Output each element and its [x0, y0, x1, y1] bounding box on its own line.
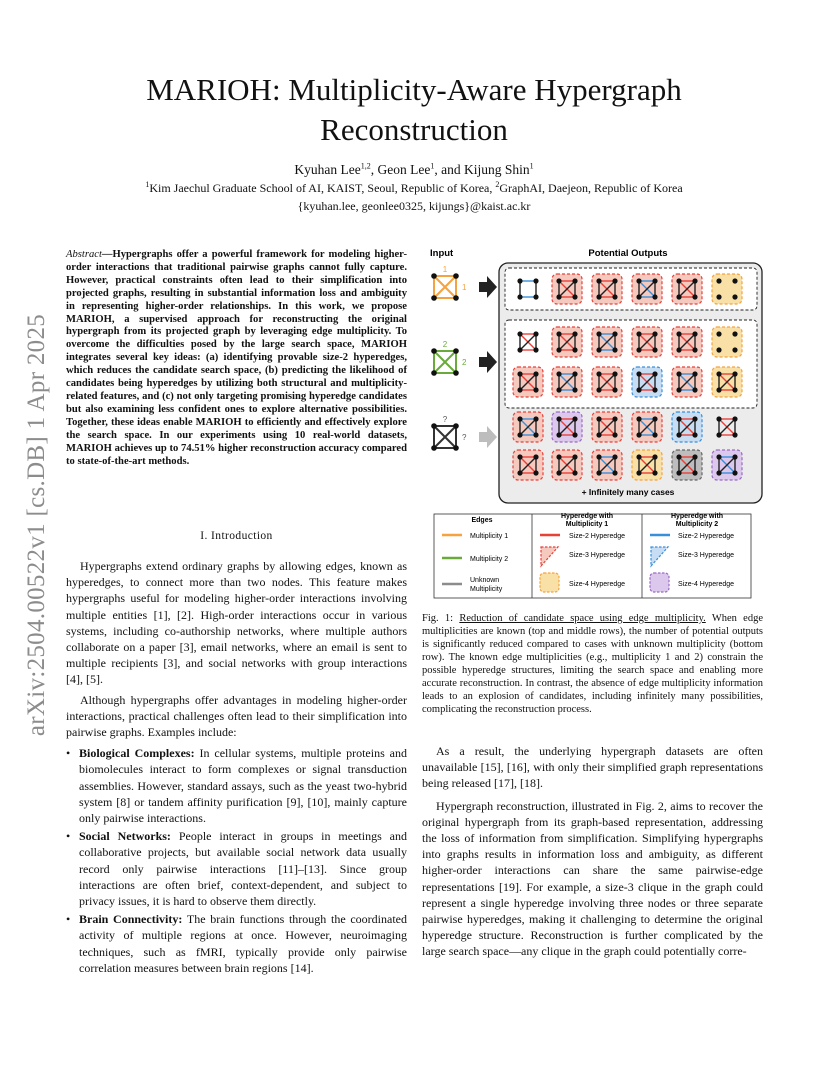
legend-edge-label: Multiplicity 2	[470, 556, 509, 563]
legend-edge-label: Unknown	[470, 577, 500, 584]
author-separator: , and	[434, 162, 464, 177]
body-paragraph: Hypergraph reconstruction, illustrated in Fig. 2, aims to recover the original hypergraph from its graph-based representation, addressing the loss of information from simplification. Simplifying hypergraphs into graphs results in information loss and ambiguity, as different higher-order interactions can share the same pairwise-edge representations [19]. For example, a size-3 clique in the graph could represent a single hyperedge involving three nodes or three separate pairwise hyperedges, making it challenging to determine the original hyperedge structure. Reconstruction is further complicated by the large search space—any clique in the graph could potentially corre-	[422, 798, 763, 959]
legend-size-label: Size-4 Hyperedge	[678, 581, 735, 588]
graph-node	[533, 347, 538, 352]
graph-node	[556, 347, 561, 352]
graph-node	[453, 445, 459, 451]
bullet-head: Social Networks:	[79, 829, 171, 844]
arrow-icon	[479, 351, 497, 373]
output-cell	[712, 274, 742, 304]
graph-node	[517, 470, 522, 475]
legend-size-label: Size-3 Hyperedge	[569, 552, 626, 559]
graph-node	[596, 387, 601, 392]
right-body	[422, 743, 763, 960]
output-cell	[552, 274, 582, 304]
graph-node	[517, 432, 522, 437]
bullet-head: Biological Complexes:	[79, 746, 195, 761]
graph-node	[676, 331, 681, 336]
input-label: Input	[430, 248, 454, 259]
graph-node	[453, 348, 459, 354]
graph-node	[572, 416, 577, 421]
graph-node	[517, 294, 522, 299]
graph-node	[572, 331, 577, 336]
intro-body	[66, 558, 407, 978]
multiplicity-label: 2	[442, 340, 448, 349]
graph-node	[556, 371, 561, 376]
graph-node	[533, 416, 538, 421]
graph-node	[612, 371, 617, 376]
caption-title: Reduction of candidate space using edge multiplicity.	[459, 613, 706, 624]
graph-node	[453, 370, 459, 376]
input-graph-mult1	[431, 265, 467, 301]
legend-purple-size4	[650, 573, 669, 592]
graph-node	[716, 454, 721, 459]
graph-node	[636, 371, 641, 376]
input-graph-unknown	[431, 415, 467, 451]
graph-node	[716, 432, 721, 437]
graph-node	[517, 347, 522, 352]
affil-sup: 1	[145, 180, 150, 189]
output-cell	[632, 367, 662, 397]
graph-node	[612, 387, 617, 392]
graph-node	[533, 470, 538, 475]
graph-node	[453, 295, 459, 301]
graph-node	[716, 387, 721, 392]
graph-node	[732, 331, 737, 336]
output-cell	[552, 327, 582, 357]
graph-node	[612, 470, 617, 475]
legend-size-label: Size-3 Hyperedge	[678, 552, 735, 559]
infinite-cases-label: + Infinitely many cases	[581, 487, 675, 497]
legend-size-label: Size-4 Hyperedge	[569, 581, 626, 588]
abstract-lead: Abstract	[66, 249, 102, 260]
graph-node	[636, 432, 641, 437]
abstract	[66, 249, 407, 468]
graph-node	[636, 470, 641, 475]
legend-h1-title: Multiplicity 1	[565, 521, 609, 528]
bullet-text: The brain functions through the coordinated activity of multiple regions at once. However, neuroimaging techniques, such as fMRI, typically provide only pairwise correlation measures between brain regions [14].	[79, 912, 407, 975]
graph-node	[652, 470, 657, 475]
affil-text: Kim Jaechul Graduate School of AI, KAIST, Seoul, Republic of Korea,	[149, 181, 496, 195]
output-cell	[513, 367, 543, 397]
graph-node	[517, 454, 522, 459]
graph-node	[732, 454, 737, 459]
graph-node	[431, 295, 437, 301]
graph-node	[652, 416, 657, 421]
graph-node	[556, 278, 561, 283]
graph-node	[676, 387, 681, 392]
affiliations	[60, 180, 768, 196]
graph-node	[556, 432, 561, 437]
graph-node	[692, 454, 697, 459]
bullet-text: In cellular systems, multiple proteins and biomolecules interact to form complexes or signal transduction assemblies. However, standard assays, such as the yeast two-hybrid system [8] or tandem affinity purification [9], [10], mainly capture only pairwise interactions.	[79, 746, 408, 826]
graph-node	[596, 347, 601, 352]
graph-node	[652, 432, 657, 437]
caption-label: Fig. 1:	[422, 613, 460, 624]
graph-node	[652, 454, 657, 459]
hyperedge-shape	[712, 327, 742, 357]
graph-node	[556, 294, 561, 299]
multiplicity-label: 1	[462, 283, 467, 292]
graph-node	[676, 416, 681, 421]
bullet-head: Brain Connectivity:	[79, 912, 183, 927]
legend-size-label: Size-2 Hyperedge	[569, 533, 626, 540]
graph-node	[716, 294, 721, 299]
graph-node	[612, 278, 617, 283]
output-cell	[592, 450, 622, 480]
author-name: Kijung Shin	[463, 162, 530, 177]
graph-node	[732, 294, 737, 299]
output-cell	[592, 327, 622, 357]
graph-node	[676, 347, 681, 352]
author-emails: {kyuhan.lee, geonlee0325, kijungs}@kaist.ac.kr	[297, 199, 531, 213]
author-separator: ,	[370, 162, 378, 177]
output-cell	[552, 412, 582, 442]
output-cell	[552, 367, 582, 397]
output-cell	[592, 367, 622, 397]
output-cell	[592, 412, 622, 442]
title-line-1: MARIOH: Multiplicity-Aware Hypergraph	[146, 72, 682, 107]
output-cell	[712, 367, 742, 397]
graph-node	[732, 371, 737, 376]
graph-node	[596, 454, 601, 459]
graph-node	[612, 416, 617, 421]
hyperedge-shape	[712, 274, 742, 304]
output-cell	[712, 327, 742, 357]
graph-node	[572, 294, 577, 299]
graph-node	[676, 470, 681, 475]
graph-node	[533, 294, 538, 299]
graph-node	[716, 347, 721, 352]
author-list	[80, 161, 748, 179]
graph-node	[533, 454, 538, 459]
graph-node	[431, 445, 437, 451]
abstract-text: —Hypergraphs offer a powerful framework for modeling higher-order interactions that traditional pairwise graphs cannot fully capture. However, practical constraints often lead to their simplification into projected graphs, resulting in substantial information loss and ambiguity in representing higher-order relationships. In this work, we propose MARIOH, a supervised approach for reconstructing the original hypergraph from its projected graph by leveraging edge multiplicity. To overcome the difficulties posed by the large search space, MARIOH integrates several key ideas: (a) identifying provable size-2 hyperedges, which reduces the candidate search space, (b) predicting the likelihood of candidates being hyperedges by utilizing both structural and multiplicity-related features, and (c) not only targeting promising hyperedge candidates but also examining less confident ones to explore alternative possibilities. Together, these ideas enable MARIOH to efficiently and effectively explore the search space. In our experiments using 10 real-world datasets, MARIOH achieves up to 74.51% higher reconstruction accuracy compared to state-of-the-art methods.	[66, 249, 407, 467]
author-affil-sup: 1	[529, 161, 534, 171]
section-heading: I. Introduction	[200, 530, 273, 542]
arrow-icon	[479, 426, 497, 448]
graph-node	[431, 273, 437, 279]
graph-node	[652, 294, 657, 299]
graph-node	[431, 423, 437, 429]
graph-node	[692, 470, 697, 475]
output-cell	[632, 412, 662, 442]
output-cell	[592, 274, 622, 304]
graph-node	[716, 371, 721, 376]
list-item	[66, 745, 407, 826]
output-cell	[632, 327, 662, 357]
graph-node	[453, 423, 459, 429]
title-line-2: Reconstruction	[320, 112, 508, 147]
figure-caption	[422, 612, 763, 716]
graph-node	[431, 370, 437, 376]
graph-node	[652, 387, 657, 392]
graph-node	[612, 347, 617, 352]
graph-node	[636, 331, 641, 336]
output-cell	[517, 331, 538, 352]
output-cell	[716, 416, 737, 437]
output-cell	[672, 274, 702, 304]
legend-h1-title: Hyperedge with	[560, 513, 614, 520]
graph-node	[652, 371, 657, 376]
graph-node	[636, 347, 641, 352]
graph-node	[652, 347, 657, 352]
graph-node	[596, 278, 601, 283]
graph-node	[676, 454, 681, 459]
graph-node	[676, 432, 681, 437]
graph-node	[652, 331, 657, 336]
graph-node	[517, 278, 522, 283]
graph-node	[572, 454, 577, 459]
graph-node	[692, 347, 697, 352]
graph-node	[636, 278, 641, 283]
graph-node	[572, 432, 577, 437]
input-graph-mult2	[431, 340, 467, 376]
legend-h2-title: Multiplicity 2	[675, 521, 719, 528]
graph-node	[732, 416, 737, 421]
author-affil-sup: 1,2	[360, 161, 371, 171]
graph-node	[556, 470, 561, 475]
graph-node	[732, 347, 737, 352]
legend-h2-title: Hyperedge with	[670, 513, 724, 520]
affil-sup: 2	[495, 180, 500, 189]
outputs-label: Potential Outputs	[588, 248, 668, 259]
output-cell	[672, 367, 702, 397]
list-item	[66, 911, 407, 976]
graph-node	[533, 331, 538, 336]
graph-node	[732, 432, 737, 437]
graph-node	[596, 331, 601, 336]
figure-1	[422, 244, 765, 600]
graph-node	[636, 454, 641, 459]
examples-list	[66, 745, 407, 976]
graph-node	[716, 470, 721, 475]
graph-node	[732, 278, 737, 283]
graph-node	[533, 432, 538, 437]
graph-node	[612, 294, 617, 299]
graph-node	[533, 371, 538, 376]
graph-node	[692, 278, 697, 283]
graph-node	[676, 278, 681, 283]
graph-node	[572, 347, 577, 352]
graph-node	[636, 387, 641, 392]
graph-node	[692, 371, 697, 376]
output-cell	[513, 450, 543, 480]
graph-node	[692, 416, 697, 421]
graph-node	[572, 387, 577, 392]
multiplicity-label: ?	[442, 415, 448, 424]
graph-node	[612, 454, 617, 459]
graph-node	[517, 371, 522, 376]
figure-legend	[434, 513, 751, 598]
graph-node	[676, 371, 681, 376]
graph-node	[716, 416, 721, 421]
output-cell	[672, 450, 702, 480]
graph-node	[517, 387, 522, 392]
graph-node	[533, 387, 538, 392]
graph-node	[612, 331, 617, 336]
output-cell	[672, 412, 702, 442]
graph-node	[596, 432, 601, 437]
output-cell	[672, 327, 702, 357]
graph-node	[692, 294, 697, 299]
graph-node	[596, 470, 601, 475]
legend-edge-label: Multiplicity	[470, 586, 503, 593]
graph-node	[556, 387, 561, 392]
legend-size-label: Size-2 Hyperedge	[678, 533, 735, 540]
intro-paragraph-2: Although hypergraphs offer advantages in modeling higher-order interactions, practical challenges often lead to their simplification into pairwise graphs. Examples include:	[66, 692, 407, 740]
intro-paragraph-1: Hypergraphs extend ordinary graphs by allowing edges, known as hyperedges, to connect more than two nodes. This feature makes hypergraphs useful for modeling higher-order interactions involving multiple entities [1], [2]. High-order interactions occur in various systems, including co-authorship networks, where multiple authors collaborate on a paper [3], email networks, where an email is sent to multiple recipients [3], and social networks with group interactions [4], [5].	[66, 559, 407, 687]
graph-node	[612, 432, 617, 437]
graph-node	[556, 331, 561, 336]
graph-node	[572, 470, 577, 475]
bullet-text: People interact in groups in meetings and collaborative projects, but available social network data usually record only pairwise interactions [11]–[13]. Since group interactions are often brief, context-dependent, and subject to privacy issues, it is hard to observe them directly.	[79, 829, 407, 909]
output-cell	[632, 274, 662, 304]
output-cell	[513, 412, 543, 442]
graph-node	[676, 294, 681, 299]
multiplicity-label: ?	[462, 433, 467, 442]
graph-node	[732, 470, 737, 475]
affil-text: GraphAI, Daejeon, Republic of Korea	[499, 181, 683, 195]
graph-node	[692, 387, 697, 392]
legend-yellow-size4	[540, 573, 559, 592]
body-paragraph: As a result, the underlying hypergraph datasets are often unavailable [15], [16], with only their simplified graph representations being released [17], [18].	[422, 744, 763, 791]
legend-edges-title: Edges	[471, 517, 493, 524]
graph-node	[692, 432, 697, 437]
graph-node	[453, 273, 459, 279]
caption-text: When edge multiplicities are known (top and middle rows), the number of potential outputs is significantly reduced compared to cases with unknown multiplicity (bottom row). The known edge multiplicities (e.g., multiplicity 1 and 2) constrain the possible hyperedge structures, limiting the search space and enabling more accurate reconstruction. In contrast, the absence of edge multiplicity information leads to an explosion of candidates, including infinitely many possibilities, complicating the reconstruction process.	[422, 613, 764, 715]
graph-node	[533, 278, 538, 283]
graph-node	[517, 331, 522, 336]
author-affil-sup: 1	[430, 161, 435, 171]
output-cell	[552, 450, 582, 480]
graph-node	[596, 416, 601, 421]
graph-node	[692, 331, 697, 336]
multiplicity-label: 1	[442, 265, 448, 274]
arxiv-stamp: arXiv:2504.00522v1 [cs.DB] 1 Apr 2025	[23, 313, 51, 737]
graph-node	[596, 371, 601, 376]
graph-node	[431, 348, 437, 354]
graph-node	[572, 278, 577, 283]
graph-node	[636, 294, 641, 299]
paper-title	[80, 70, 748, 150]
graph-node	[572, 371, 577, 376]
output-cell	[632, 450, 662, 480]
legend-edge-label: Multiplicity 1	[470, 533, 509, 540]
graph-node	[716, 278, 721, 283]
graph-node	[652, 278, 657, 283]
arrow-icon	[479, 276, 497, 298]
graph-node	[556, 454, 561, 459]
multiplicity-label: 2	[462, 358, 467, 367]
author-name: Geon Lee	[377, 162, 431, 177]
graph-node	[517, 416, 522, 421]
graph-node	[556, 416, 561, 421]
graph-node	[636, 416, 641, 421]
graph-node	[596, 294, 601, 299]
output-cell	[712, 450, 742, 480]
graph-node	[716, 331, 721, 336]
author-name: Kyuhan Lee	[294, 162, 361, 177]
list-item	[66, 828, 407, 909]
graph-node	[732, 387, 737, 392]
